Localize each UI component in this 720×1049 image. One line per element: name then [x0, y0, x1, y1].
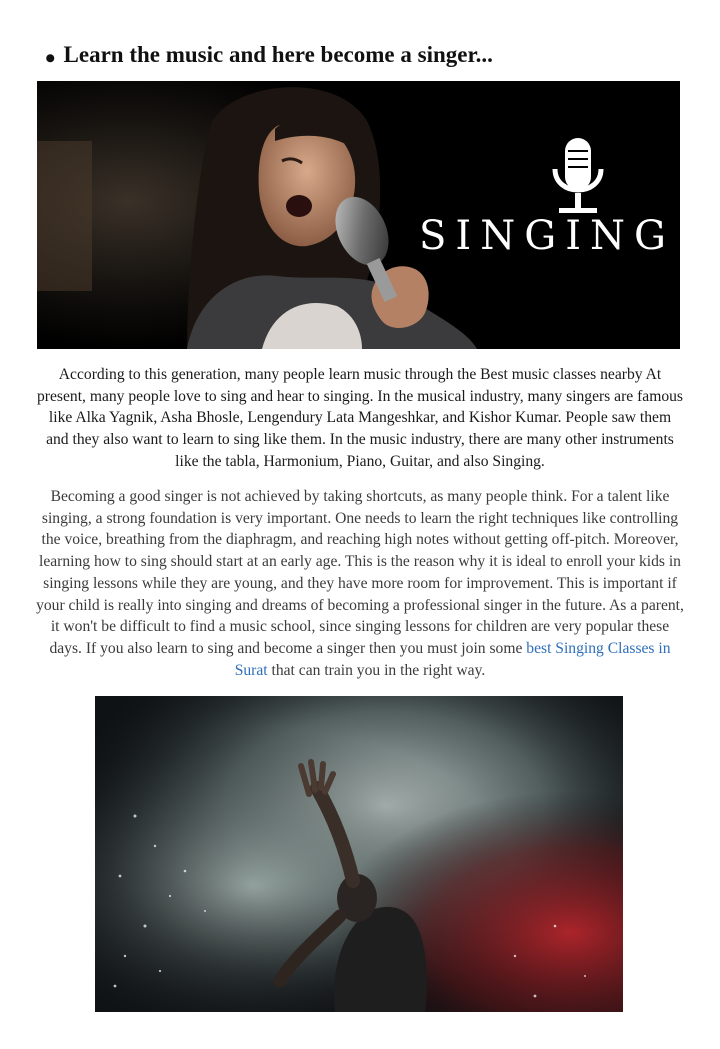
singing-classes-link[interactable]: best Singing Classes in Surat: [234, 639, 671, 679]
body-paragraph-text: Becoming a good singer is not achieved by taking shortcuts, as many people think. For a talent like singing, a strong foundation is very important. One needs to learn the right techniques like controlling the voice, breathing from the diaphragm, and reaching high notes without getting off-pitch. Moreover, learning how to sing should start at an early age. This is the reason why it is ideal to enroll your kids in singing lessons while they are young, and they have more room for improvement. This is important if your child is really into singing and dreams of becoming a professional singer in the future. As a parent, it won't be difficult to find a music school, since singing lessons for children are very popular these days. If you also learn to sing and become a singer then you must join some: [36, 488, 684, 657]
body-paragraph-tail: that can train you in the right way.: [267, 661, 486, 679]
banner-word: SINGING: [419, 213, 675, 259]
concert-singer-image: [95, 696, 623, 1012]
page-title: Learn the music and here become a singer...: [63, 42, 493, 67]
section-heading: [45, 38, 685, 75]
body-paragraph: [36, 486, 684, 681]
bullet-marker: •: [45, 42, 56, 75]
singing-banner-image: [37, 81, 680, 349]
intro-paragraph: According to this generation, many people learn music through the Best music classes nearby At present, many people love to sing and hear to singing. In the musical industry, many singers are famous like Alka Yagnik, Asha Bhosle, Lengendury Lata Mangeshkar, and Kishor Kumar. People saw them and they also want to learn to sing like them. In the music industry, there are many other instruments like the tabla, Harmonium, Piano, Guitar, and also Singing.: [37, 366, 683, 470]
